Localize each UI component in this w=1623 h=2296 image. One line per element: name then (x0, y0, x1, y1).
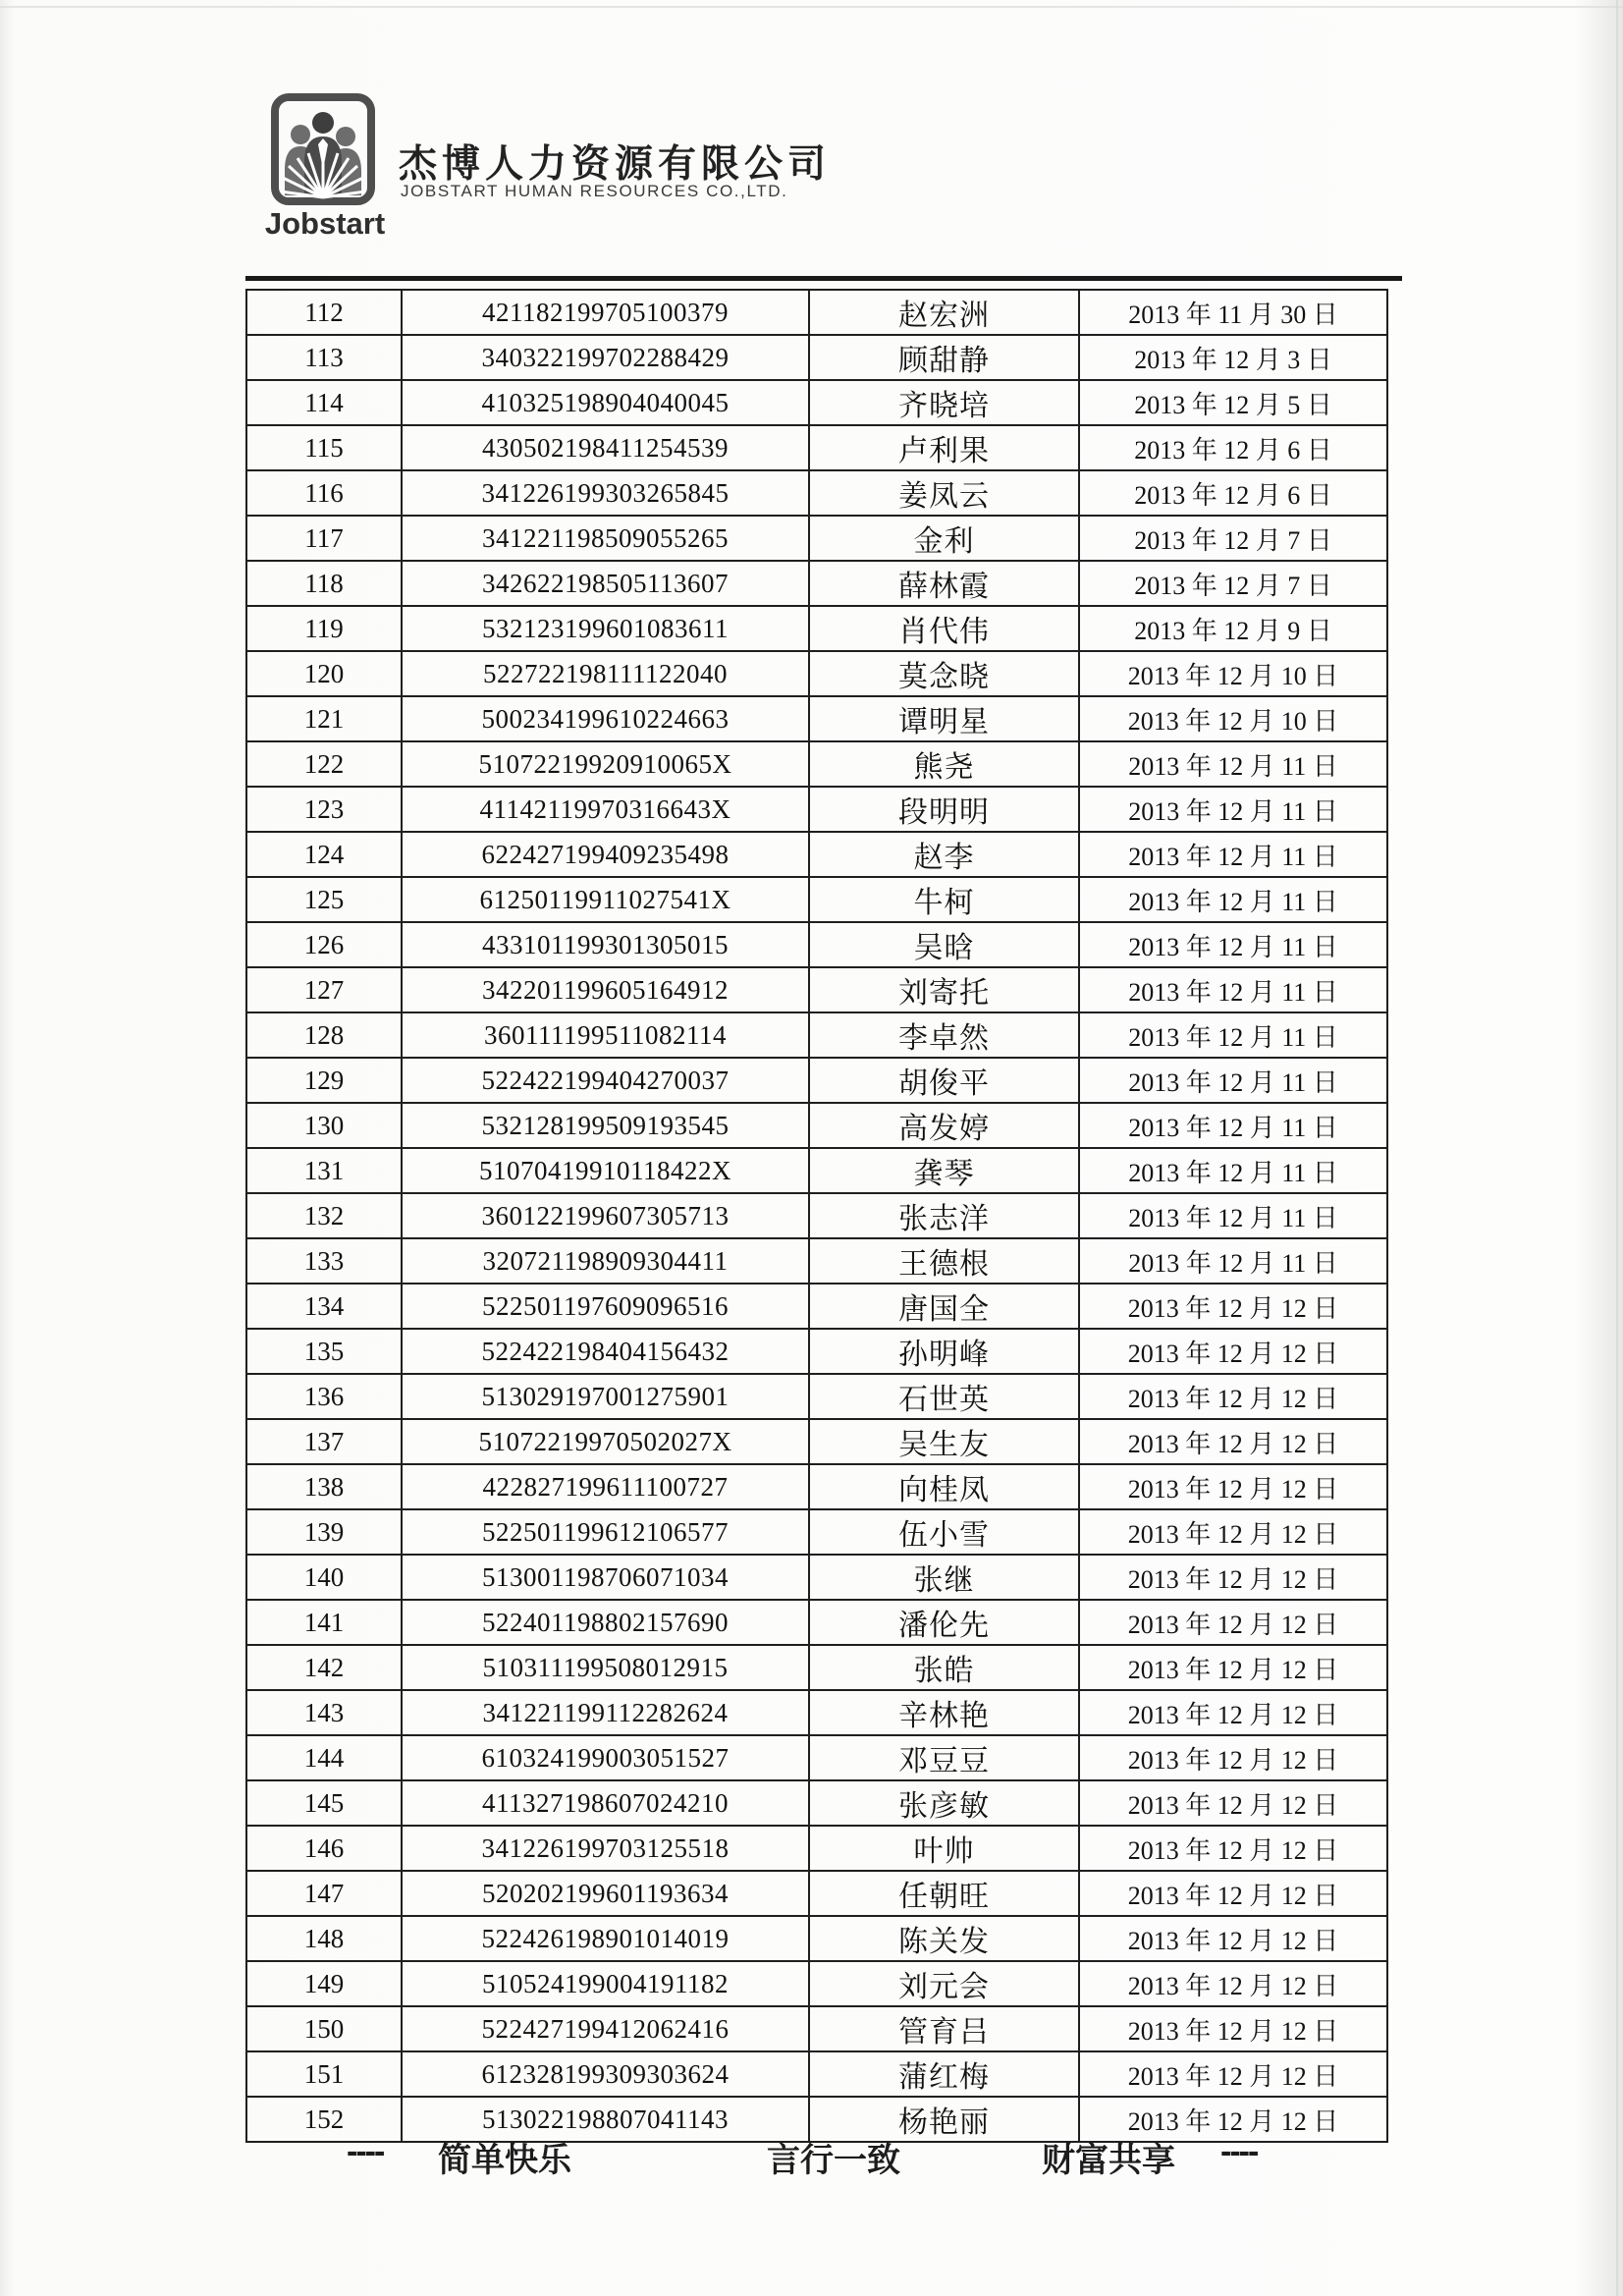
name-cell: 薛林霞 (809, 561, 1079, 606)
row-number-cell: 140 (246, 1555, 402, 1600)
date-cell: 2013 年 12 月 12 日 (1079, 1374, 1387, 1419)
name-cell: 孙明峰 (809, 1329, 1079, 1374)
id-number-cell: 341226199703125518 (402, 1826, 809, 1871)
date-cell: 2013 年 12 月 11 日 (1079, 1148, 1387, 1193)
table-row (246, 877, 1387, 922)
id-number-cell: 510311199508012915 (402, 1645, 809, 1690)
table-top-rule (245, 276, 1402, 281)
name-cell: 张皓 (809, 1645, 1079, 1690)
table-row (246, 1826, 1387, 1871)
name-cell: 向桂凤 (809, 1464, 1079, 1509)
id-number-cell: 522401198802157690 (402, 1600, 809, 1645)
table-row (246, 1645, 1387, 1690)
name-cell: 段明明 (809, 787, 1079, 832)
table-row (246, 1238, 1387, 1284)
id-number-cell: 622427199409235498 (402, 832, 809, 877)
name-cell: 李卓然 (809, 1012, 1079, 1058)
name-cell: 姜凤云 (809, 470, 1079, 516)
table-row (246, 1961, 1387, 2006)
name-cell: 齐晓培 (809, 380, 1079, 425)
name-cell: 吴生友 (809, 1419, 1079, 1464)
date-cell: 2013 年 12 月 6 日 (1079, 470, 1387, 516)
row-number-cell: 136 (246, 1374, 402, 1419)
name-cell: 龚琴 (809, 1148, 1079, 1193)
date-cell: 2013 年 12 月 9 日 (1079, 606, 1387, 651)
id-number-cell: 51070419910118422X (402, 1148, 809, 1193)
date-cell: 2013 年 12 月 12 日 (1079, 1916, 1387, 1961)
row-number-cell: 122 (246, 741, 402, 787)
id-number-cell: 341221198509055265 (402, 516, 809, 561)
name-cell: 王德根 (809, 1238, 1079, 1284)
name-cell: 邓豆豆 (809, 1735, 1079, 1780)
row-number-cell: 123 (246, 787, 402, 832)
date-cell: 2013 年 12 月 12 日 (1079, 1961, 1387, 2006)
table-row (246, 1464, 1387, 1509)
date-cell: 2013 年 12 月 11 日 (1079, 1193, 1387, 1238)
table-row (246, 290, 1387, 335)
row-number-cell: 134 (246, 1284, 402, 1329)
footer-slogan-1: 简单快乐 (438, 2142, 571, 2179)
id-number-cell: 422827199611100727 (402, 1464, 809, 1509)
name-cell: 唐国全 (809, 1284, 1079, 1329)
name-cell: 卢利果 (809, 425, 1079, 470)
id-number-cell: 320721198909304411 (402, 1238, 809, 1284)
id-number-cell: 510524199004191182 (402, 1961, 809, 2006)
date-cell: 2013 年 12 月 12 日 (1079, 1284, 1387, 1329)
id-number-cell: 522501197609096516 (402, 1284, 809, 1329)
name-cell: 胡俊平 (809, 1058, 1079, 1103)
name-cell: 熊尧 (809, 741, 1079, 787)
row-number-cell: 146 (246, 1826, 402, 1871)
row-number-cell: 144 (246, 1735, 402, 1780)
row-number-cell: 139 (246, 1509, 402, 1555)
row-number-cell: 119 (246, 606, 402, 651)
jobstart-logo-icon (271, 93, 375, 205)
roster-table (245, 289, 1388, 2143)
id-number-cell: 430502198411254539 (402, 425, 809, 470)
name-cell: 张彦敏 (809, 1780, 1079, 1826)
row-number-cell: 150 (246, 2006, 402, 2051)
row-number-cell: 116 (246, 470, 402, 516)
date-cell: 2013 年 12 月 11 日 (1079, 787, 1387, 832)
table-row (246, 1329, 1387, 1374)
row-number-cell: 142 (246, 1645, 402, 1690)
date-cell: 2013 年 12 月 3 日 (1079, 335, 1387, 380)
date-cell: 2013 年 12 月 11 日 (1079, 1012, 1387, 1058)
id-number-cell: 51072219970502027X (402, 1419, 809, 1464)
id-number-cell: 340322199702288429 (402, 335, 809, 380)
name-cell: 顾甜静 (809, 335, 1079, 380)
id-number-cell: 342201199605164912 (402, 967, 809, 1012)
name-cell: 张继 (809, 1555, 1079, 1600)
date-cell: 2013 年 12 月 12 日 (1079, 1645, 1387, 1690)
row-number-cell: 127 (246, 967, 402, 1012)
table-row (246, 1284, 1387, 1329)
row-number-cell: 115 (246, 425, 402, 470)
table-row (246, 1509, 1387, 1555)
id-number-cell: 342622198505113607 (402, 561, 809, 606)
name-cell: 牛柯 (809, 877, 1079, 922)
name-cell: 蒲红梅 (809, 2051, 1079, 2097)
name-cell: 谭明星 (809, 696, 1079, 741)
date-cell: 2013 年 12 月 10 日 (1079, 651, 1387, 696)
row-number-cell: 114 (246, 380, 402, 425)
scan-edge-top (0, 6, 1623, 8)
table-row (246, 425, 1387, 470)
table-body (246, 290, 1387, 2142)
name-cell: 管育吕 (809, 2006, 1079, 2051)
table-row (246, 335, 1387, 380)
id-number-cell: 360111199511082114 (402, 1012, 809, 1058)
id-number-cell: 61250119911027541X (402, 877, 809, 922)
row-number-cell: 137 (246, 1419, 402, 1464)
id-number-cell: 513001198706071034 (402, 1555, 809, 1600)
row-number-cell: 145 (246, 1780, 402, 1826)
id-number-cell: 360122199607305713 (402, 1193, 809, 1238)
row-number-cell: 149 (246, 1961, 402, 2006)
row-number-cell: 147 (246, 1871, 402, 1916)
date-cell: 2013 年 12 月 12 日 (1079, 2051, 1387, 2097)
name-cell: 陈关发 (809, 1916, 1079, 1961)
table-row (246, 380, 1387, 425)
name-cell: 高发婷 (809, 1103, 1079, 1148)
id-number-cell: 520202199601193634 (402, 1871, 809, 1916)
id-number-cell: 522422198404156432 (402, 1329, 809, 1374)
name-cell: 辛林艳 (809, 1690, 1079, 1735)
row-number-cell: 129 (246, 1058, 402, 1103)
date-cell: 2013 年 12 月 12 日 (1079, 1555, 1387, 1600)
row-number-cell: 143 (246, 1690, 402, 1735)
row-number-cell: 113 (246, 335, 402, 380)
table-row (246, 696, 1387, 741)
name-cell: 任朝旺 (809, 1871, 1079, 1916)
footer-slogans (0, 2133, 1623, 2179)
row-number-cell: 135 (246, 1329, 402, 1374)
row-number-cell: 124 (246, 832, 402, 877)
row-number-cell: 148 (246, 1916, 402, 1961)
table-row (246, 1735, 1387, 1780)
table-row (246, 1871, 1387, 1916)
date-cell: 2013 年 12 月 12 日 (1079, 1419, 1387, 1464)
table-row (246, 1148, 1387, 1193)
logo-wordmark: Jobstart (264, 206, 386, 241)
id-number-cell: 421182199705100379 (402, 290, 809, 335)
row-number-cell: 118 (246, 561, 402, 606)
scan-edge-right (1616, 0, 1618, 2296)
row-number-cell: 126 (246, 922, 402, 967)
id-number-cell: 411327198607024210 (402, 1780, 809, 1826)
table-row (246, 606, 1387, 651)
table-row (246, 2051, 1387, 2097)
date-cell: 2013 年 12 月 12 日 (1079, 1329, 1387, 1374)
id-number-cell: 513022198807041143 (402, 2097, 809, 2142)
table-row (246, 1600, 1387, 1645)
footer-dash-left: ---- (347, 2133, 384, 2170)
row-number-cell: 117 (246, 516, 402, 561)
date-cell: 2013 年 12 月 10 日 (1079, 696, 1387, 741)
table-row (246, 741, 1387, 787)
table-row (246, 1012, 1387, 1058)
id-number-cell: 610324199003051527 (402, 1735, 809, 1780)
date-cell: 2013 年 11 月 30 日 (1079, 290, 1387, 335)
id-number-cell: 513029197001275901 (402, 1374, 809, 1419)
table-row (246, 922, 1387, 967)
date-cell: 2013 年 12 月 11 日 (1079, 1238, 1387, 1284)
id-number-cell: 522722198111122040 (402, 651, 809, 696)
table-row (246, 651, 1387, 696)
row-number-cell: 131 (246, 1148, 402, 1193)
row-number-cell: 141 (246, 1600, 402, 1645)
row-number-cell: 152 (246, 2097, 402, 2142)
id-number-cell: 341221199112282624 (402, 1690, 809, 1735)
date-cell: 2013 年 12 月 11 日 (1079, 741, 1387, 787)
name-cell: 刘元会 (809, 1961, 1079, 2006)
id-number-cell: 500234199610224663 (402, 696, 809, 741)
row-number-cell: 151 (246, 2051, 402, 2097)
date-cell: 2013 年 12 月 7 日 (1079, 561, 1387, 606)
date-cell: 2013 年 12 月 12 日 (1079, 1780, 1387, 1826)
id-number-cell: 532123199601083611 (402, 606, 809, 651)
date-cell: 2013 年 12 月 11 日 (1079, 877, 1387, 922)
name-cell: 叶帅 (809, 1826, 1079, 1871)
name-cell: 潘伦先 (809, 1600, 1079, 1645)
date-cell: 2013 年 12 月 11 日 (1079, 1103, 1387, 1148)
row-number-cell: 128 (246, 1012, 402, 1058)
id-number-cell: 433101199301305015 (402, 922, 809, 967)
name-cell: 吴晗 (809, 922, 1079, 967)
date-cell: 2013 年 12 月 11 日 (1079, 967, 1387, 1012)
date-cell: 2013 年 12 月 12 日 (1079, 1690, 1387, 1735)
name-cell: 石世英 (809, 1374, 1079, 1419)
name-cell: 伍小雪 (809, 1509, 1079, 1555)
table-row (246, 1193, 1387, 1238)
date-cell: 2013 年 12 月 12 日 (1079, 2006, 1387, 2051)
table-row (246, 2006, 1387, 2051)
name-cell: 刘寄托 (809, 967, 1079, 1012)
table-row (246, 1780, 1387, 1826)
date-cell: 2013 年 12 月 7 日 (1079, 516, 1387, 561)
table-row (246, 1690, 1387, 1735)
table-row (246, 1555, 1387, 1600)
row-number-cell: 120 (246, 651, 402, 696)
table-row (246, 967, 1387, 1012)
table-row (246, 516, 1387, 561)
row-number-cell: 130 (246, 1103, 402, 1148)
id-number-cell: 410325198904040045 (402, 380, 809, 425)
table-row (246, 832, 1387, 877)
row-number-cell: 138 (246, 1464, 402, 1509)
id-number-cell: 612328199309303624 (402, 2051, 809, 2097)
name-cell: 莫念晓 (809, 651, 1079, 696)
name-cell: 杨艳丽 (809, 2097, 1079, 2142)
row-number-cell: 121 (246, 696, 402, 741)
id-number-cell: 532128199509193545 (402, 1103, 809, 1148)
table-row (246, 561, 1387, 606)
table-row (246, 1058, 1387, 1103)
id-number-cell: 41142119970316643X (402, 787, 809, 832)
table-row (246, 1419, 1387, 1464)
date-cell: 2013 年 12 月 11 日 (1079, 1058, 1387, 1103)
id-number-cell: 522501199612106577 (402, 1509, 809, 1555)
date-cell: 2013 年 12 月 6 日 (1079, 425, 1387, 470)
id-number-cell: 522427199412062416 (402, 2006, 809, 2051)
footer-dash-right: ---- (1220, 2133, 1258, 2170)
table-row (246, 1374, 1387, 1419)
id-number-cell: 522422199404270037 (402, 1058, 809, 1103)
row-number-cell: 112 (246, 290, 402, 335)
name-cell: 金利 (809, 516, 1079, 561)
name-cell: 赵宏洲 (809, 290, 1079, 335)
date-cell: 2013 年 12 月 12 日 (1079, 1826, 1387, 1871)
table-row (246, 1103, 1387, 1148)
date-cell: 2013 年 12 月 12 日 (1079, 1464, 1387, 1509)
name-cell: 张志洋 (809, 1193, 1079, 1238)
footer-slogan-2: 言行一致 (767, 2142, 900, 2179)
date-cell: 2013 年 12 月 12 日 (1079, 1600, 1387, 1645)
company-name-zh: 杰博人力资源有限公司 (399, 143, 832, 186)
date-cell: 2013 年 12 月 11 日 (1079, 922, 1387, 967)
table-row (246, 470, 1387, 516)
name-cell: 赵李 (809, 832, 1079, 877)
row-number-cell: 125 (246, 877, 402, 922)
date-cell: 2013 年 12 月 12 日 (1079, 1871, 1387, 1916)
id-number-cell: 51072219920910065X (402, 741, 809, 787)
date-cell: 2013 年 12 月 12 日 (1079, 2097, 1387, 2142)
id-number-cell: 341226199303265845 (402, 470, 809, 516)
table-row (246, 1916, 1387, 1961)
date-cell: 2013 年 12 月 11 日 (1079, 832, 1387, 877)
row-number-cell: 132 (246, 1193, 402, 1238)
name-cell: 肖代伟 (809, 606, 1079, 651)
footer-slogan-3: 财富共享 (1042, 2142, 1175, 2179)
row-number-cell: 133 (246, 1238, 402, 1284)
table-row (246, 787, 1387, 832)
date-cell: 2013 年 12 月 5 日 (1079, 380, 1387, 425)
date-cell: 2013 年 12 月 12 日 (1079, 1509, 1387, 1555)
company-name-en: JOBSTART HUMAN RESOURCES CO.,LTD. (401, 182, 788, 200)
id-number-cell: 522426198901014019 (402, 1916, 809, 1961)
date-cell: 2013 年 12 月 12 日 (1079, 1735, 1387, 1780)
